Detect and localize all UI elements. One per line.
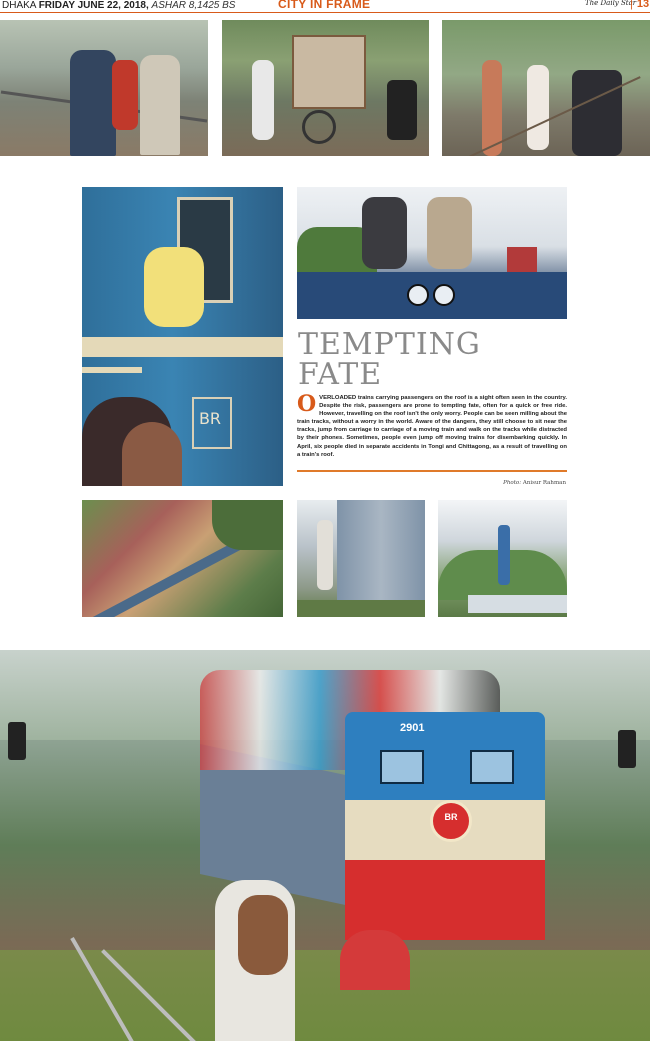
photo-child-passed-through-window <box>82 187 283 486</box>
article-body <box>297 391 567 459</box>
header-city: DHAKA <box>2 0 36 11</box>
article-title-line1: TEMPTING <box>298 327 481 362</box>
photo-crowded-train-roofs <box>82 500 283 617</box>
locomotive-emblem: BR <box>444 812 458 822</box>
paper-name: The Daily Star <box>585 0 637 7</box>
header-date: FRIDAY JUNE 22, 2018, <box>38 0 149 11</box>
train-car-letters: BR <box>198 409 222 428</box>
photo-credit-label: Photo: <box>503 480 522 486</box>
locomotive-number: 2901 <box>400 722 425 734</box>
section-title: CITY IN FRAME <box>270 0 378 11</box>
page-number: | 13 <box>630 0 649 10</box>
photo-people-walking-tracks <box>442 20 650 156</box>
header-rule <box>0 12 650 13</box>
photo-overloaded-train-on-tracks <box>0 650 650 1041</box>
photo-men-on-train-roof <box>297 187 567 319</box>
article-title <box>298 327 568 392</box>
photo-credit <box>430 480 566 486</box>
photo-man-standing-on-roof <box>438 500 567 617</box>
header-dateline <box>2 0 235 11</box>
article-dropcap: O <box>297 391 317 417</box>
photo-people-by-train-carriages <box>297 500 425 617</box>
header-bangla-date: ASHAR 8,1425 BS <box>151 0 236 11</box>
article-rule <box>297 470 567 472</box>
photo-man-on-phone-tracks <box>0 20 208 156</box>
photo-cart-on-tracks <box>222 20 429 156</box>
photo-credit-name: Anisur Rahman <box>522 480 566 486</box>
article-body-text: VERLOADED trains carrying passengers on the roof is a sight often seen in the country. Despite the risk, passengers are prone to tempting fate, often for a quick or free ride. However, travelling on the roof isn't the only worry. People can be seen milling about the train tracks, without a worry in the world. Aware of the dangers, they still choose to sit near the tracks, jump from carriage to carriage of a moving train and walk on the tracks while distracted by their phones. Sometimes, people even jump off moving trains for disembarking quickly. In April, six people died in separate accidents in Tongi and Chittagong, as a result of travelling on a train's roof. <box>297 395 567 458</box>
article-title-line2: FATE <box>298 357 383 392</box>
